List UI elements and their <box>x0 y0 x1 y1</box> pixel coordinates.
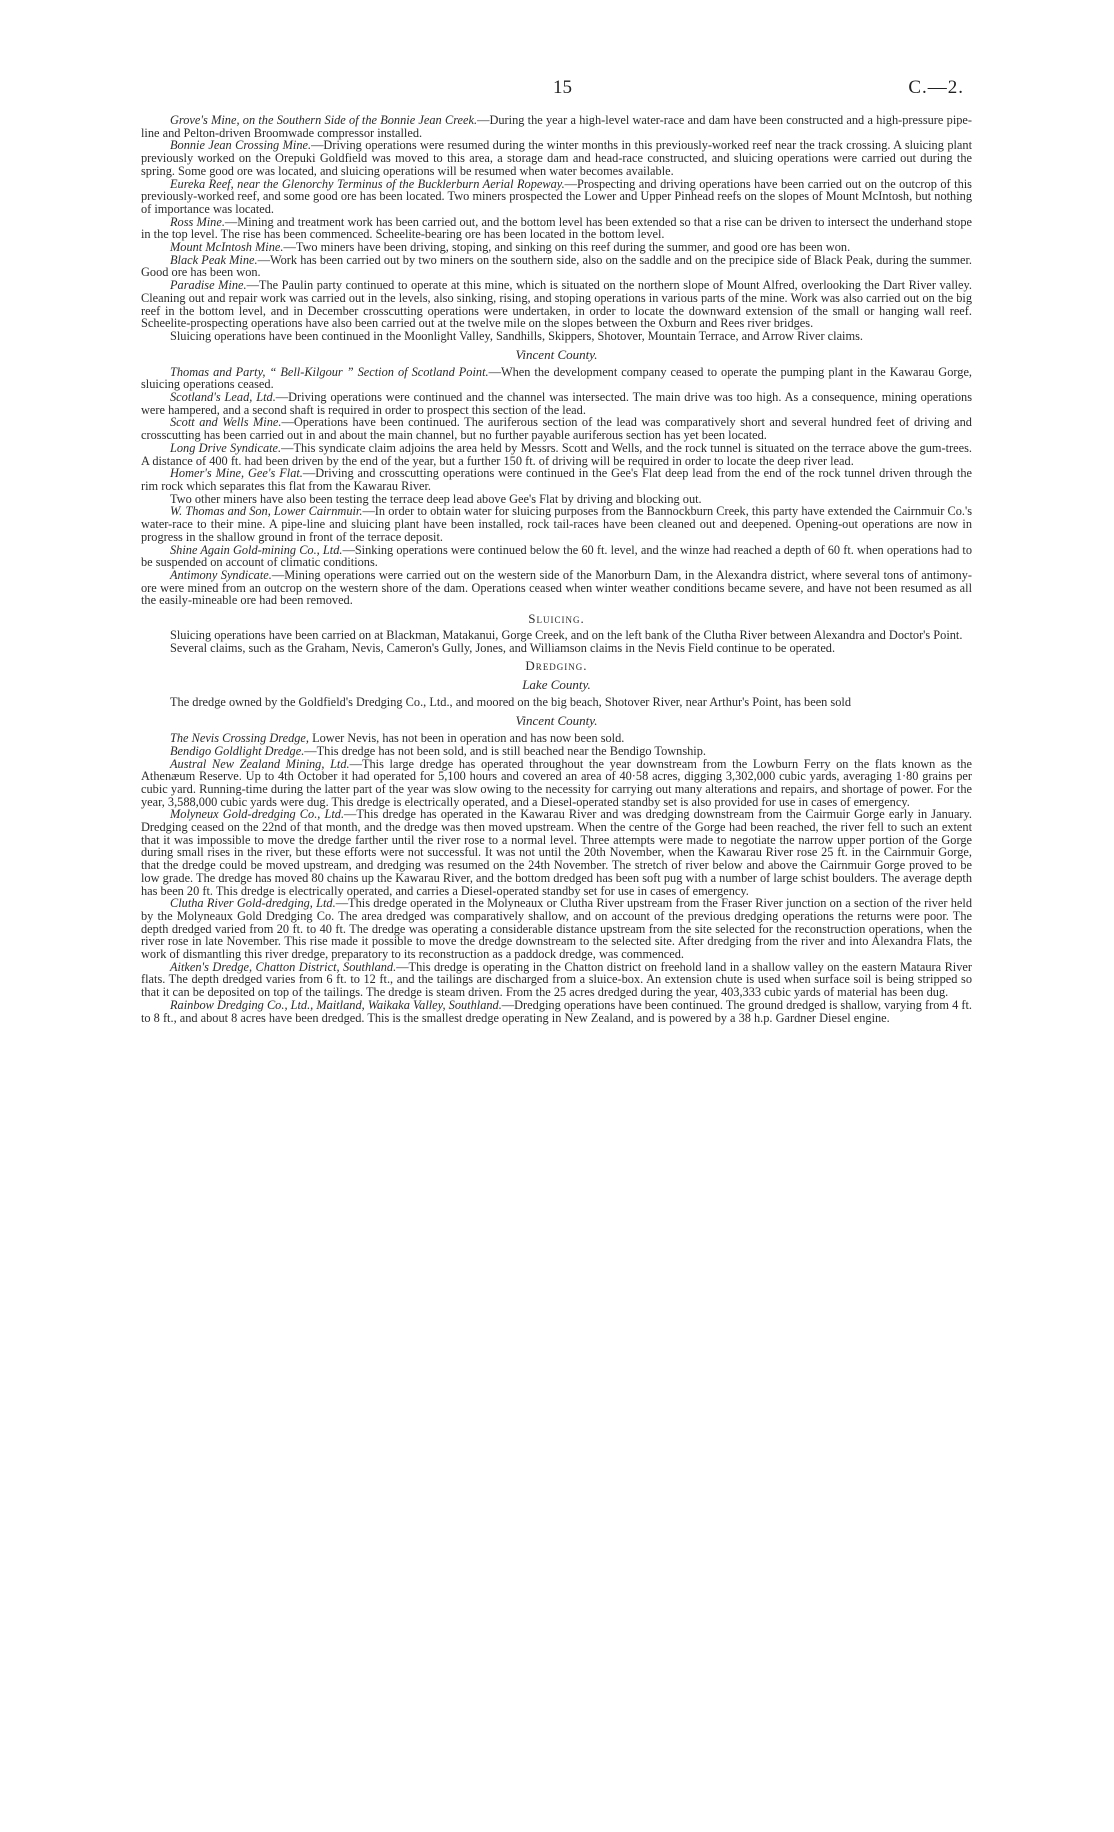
paragraph-heading: Homer's Mine, Gee's Flat. <box>170 466 303 481</box>
county-subheading: Vincent County. <box>515 713 598 729</box>
paragraph-text: —Driving operations were resumed during the winter months in this previously-worked reef near the track crossing. A sluicing plant previously worked on the Orepuki Goldfield was moved to this area, a storage dam and head-race constructed, and sluicing operations were carried out during the spring. Some good ore was located, and sluicing operations will be resumed when water becomes available. <box>141 138 972 178</box>
report-code: C.—2. <box>908 77 964 98</box>
paragraph-heading: Grove's Mine, on the Southern Side of the Bonnie Jean Creek. <box>170 113 478 127</box>
paragraph <box>141 569 972 607</box>
paragraph-heading: Scotland's Lead, Ltd. <box>170 390 276 405</box>
paragraph <box>141 642 972 655</box>
paragraph-heading: Molyneux Gold-dredging Co., Ltd. <box>170 807 345 822</box>
document-body <box>141 114 972 1024</box>
paragraph-heading: Mount McIntosh Mine. <box>170 240 284 255</box>
paragraph-text: Lower Nevis, has not been in operation and has now been sold. <box>308 731 625 746</box>
page-number: 15 <box>553 77 572 98</box>
paragraph <box>141 758 972 809</box>
section-heading: Sluicing. <box>528 611 585 627</box>
paragraph <box>141 961 972 999</box>
paragraph-heading: Ross Mine. <box>170 214 225 229</box>
paragraph <box>141 544 972 569</box>
paragraph-heading: Bonnie Jean Crossing Mine. <box>170 138 312 153</box>
paragraph-text: —Driving and crosscutting operations were continued in the Gee's Flat deep lead from the end of the rock tunnel driven through the rim rock which separates this flat from the Kawarau River. <box>141 466 973 493</box>
paragraph-text: The dredge owned by the Goldfield's Dredging Co., Ltd., and moored on the big beach, Shotover River, near Arthur's Point, has been sold <box>170 695 852 710</box>
paragraph-heading: Shine Again Gold-mining Co., Ltd. <box>170 542 343 557</box>
paragraph-heading: Clutha River Gold-dredging, Ltd. <box>170 896 336 911</box>
paragraph <box>141 330 972 343</box>
paragraph <box>141 897 972 961</box>
paragraph-heading: W. Thomas and Son, Lower Cairnmuir. <box>170 504 363 519</box>
paragraph <box>141 416 972 441</box>
paragraph-text: —This large dredge has operated throughout the year downstream from the Lowburn Ferry on the flats known as the Athenæum Reserve. Up to 4th October it had operated for 5,100 hours and covered an area of 40·58 acres, digging 3,302,000 cubic yards, averaging 1·80 grains per cubic yard. Running-time during the latter part of the year was slow owing to the necessity for carrying out many alterations and repairs, and shortage of power. For the year, 3,588,000 cubic yards were dug. This dredge is electrically operated, and a Diesel-operated standby set is also provided for use in cases of emergency. <box>141 756 972 809</box>
paragraph-heading: The Nevis Crossing Dredge, <box>170 731 309 746</box>
paragraph-heading: Thomas and Party, “ Bell-Kilgour ” Section of Scotland Point. <box>170 364 489 379</box>
paragraph-heading: Scott and Wells Mine. <box>170 415 282 430</box>
paragraph-text: —Sinking operations were continued below the 60 ft. level, and the winze had reached a depth of 60 ft. when operations had to be suspended on account of climatic conditions. <box>141 542 972 570</box>
paragraph-text: —This dredge has not been sold, and is still beached near the Bendigo Township. <box>304 743 706 758</box>
paragraph <box>141 139 972 177</box>
paragraph-text: —This dredge has operated in the Kawarau River and was dredging downstream from the Cairmuir Gorge early in January. Dredging ceased on the 22nd of that month, and the dredge was then moved upstream. When the centre of the Gorge had been reached, the river fell to such an extent that it was impossible to move the dredge farther until the river rose to a normal level. Three attempts were made to negotiate the narrow upper portion of the Gorge during small rises in the river, but these efforts were not successful. It was not until the 20th November, when the Kawarau River rose 25 ft. in the Cairnmuir Gorge, that the dredge could be moved upstream, and dredging was resumed on the 24th November. The stretch of river below and above the Cairnmuir Gorge proved to be low grade. The dredge has moved 80 chains up the Kawarau River, and the bottom dredged has been soft pug with a number of large schist boulders. The average depth has been 20 ft. This dredge is electrically operated, and carries a Diesel-operated standby set for use in cases of emergency. <box>141 807 972 898</box>
paragraph-heading: Antimony Syndicate. <box>170 567 272 582</box>
paragraph-heading: Paradise Mine. <box>170 278 247 293</box>
paragraph-heading: Black Peak Mine. <box>170 252 258 267</box>
county-subheading: Lake County. <box>522 677 591 693</box>
paragraph-text: —Mining operations were carried out on the western side of the Manorburn Dam, in the Alexandra district, where several tons of antimony-ore were mined from an outcrop on the western shore of the dam. Operations ceased when winter weather conditions became severe, and have not been resumed as all the easily-mineable ore had been removed. <box>141 567 972 608</box>
paragraph-text: —During the year a high-level water-race and dam have been constructed and a high-pressure pipe-line and Pelton-driven Broomwade compressor installed. <box>141 113 973 140</box>
paragraph-text: Sluicing operations have been carried on at Blackman, Matakanui, Gorge Creek, and on the left bank of the Clutha River between Alexandra and Doctor's Point. <box>170 628 963 643</box>
paragraph <box>141 114 972 139</box>
paragraph-text: Sluicing operations have been continued in the Moonlight Valley, Sandhills, Skippers, Shotover, Mountain Terrace, and Arrow River claims. <box>170 328 863 343</box>
paragraph-text: Several claims, such as the Graham, Nevis, Cameron's Gully, Jones, and Williamson claims in the Nevis Field continue to be operated. <box>170 640 836 655</box>
paragraph-text: —Driving operations were continued and the channel was intersected. The main drive was too high. As a consequence, mining operations were hampered, and a second shaft is required in order to prospect this section of the lead. <box>141 390 973 417</box>
paragraph-text: —Operations have been continued. The auriferous section of the lead was comparatively short and several hundred feet of driving and crosscutting has been carried out in and about the main channel, but no further payable auriferous section has yet been located. <box>141 415 972 443</box>
paragraph-heading: Rainbow Dredging Co., Ltd., Maitland, Waikaka Valley, Southland. <box>170 997 502 1012</box>
paragraph <box>141 254 972 279</box>
paragraph-heading: Bendigo Goldlight Dredge. <box>170 743 305 758</box>
paragraph-text: —Mining and treatment work has been carried out, and the bottom level has been extended so that a rise can be driven to intersect the underhand stope in the top level. The rise has been commenced. Scheelite-bearing ore has been located in the bottom level. <box>141 214 972 242</box>
paragraph <box>141 808 972 897</box>
paragraph-heading: Long Drive Syndicate. <box>170 440 282 455</box>
paragraph-text: —This dredge is operating in the Chatton district on freehold land in a shallow valley on the eastern Mataura River flats. The depth dredged varies from 6 ft. to 12 ft., and the tailings are discharged from a sluice-box. An extension chute is used when surface soil is being stripped so that it can be deposited on top of the tailings. The dredge is steam driven. From the 25 acres dredged during the year, 403,333 cubic yards of material has been dug. <box>141 959 973 1000</box>
paragraph-text: —Work has been carried out by two miners on the southern side, also on the saddle and on the precipice side of Black Peak, during the summer. Good ore has been won. <box>141 252 972 280</box>
paragraph-text: —This dredge operated in the Molyneaux or Clutha River upstream from the Fraser River junction on a section of the river held by the Molyneaux Gold Dredging Co. The area dredged was comparatively shallow, and on account of the previous dredging operations the returns were poor. The depth dredged varied from 20 ft. to 40 ft. The dredge was operating a considerable distance upstream from the site selected for the reconstruction operations, when the river rose in late November. This rise made it possible to move the dredge downstream to the selected site. After dredging from the river and into Alexandra Flats, the work of dismantling this river dredge, preparatory to its reconstruction as a paddock dredge, was commenced. <box>141 896 972 962</box>
paragraph-text: —When the development company ceased to operate the pumping plant in the Kawarau Gorge, sluicing operations ceased. <box>141 364 973 392</box>
paragraph-text: —Dredging operations have been continued. The ground dredged is shallow, varying from 4 ft. to 8 ft., and about 8 acres have been dredged. This is the smallest dredge operating in New Zealand, and is powered by a 38 h.p. Gardner Diesel engine. <box>141 997 972 1025</box>
paragraph-text: —Two miners have been driving, stoping, and sinking on this reef during the summer, and good ore has been won. <box>283 240 851 255</box>
paragraph-heading: Austral New Zealand Mining, Ltd. <box>170 756 350 771</box>
county-subheading: Vincent County. <box>515 346 598 362</box>
paragraph-text: —Prospecting and driving operations have been carried out on the outcrop of this previously-worked reef, and some good ore has been located. Two miners prospected the Lower and Upper Pinhead reefs on the slopes of Mount McIntosh, but nothing of importance was located. <box>141 176 972 216</box>
paragraph <box>141 467 972 492</box>
paragraph <box>141 366 972 391</box>
paragraph-heading: Aitken's Dredge, Chatton District, Southland. <box>170 959 397 974</box>
paragraph <box>141 178 972 216</box>
paragraph <box>141 216 972 241</box>
section-heading: Dredging. <box>525 658 588 674</box>
paragraph <box>141 391 972 416</box>
paragraph-text: —The Paulin party continued to operate at this mine, which is situated on the northern slope of Mount Alfred, overlooking the Dart River valley. Cleaning out and repair work was carried out in the levels, also sinking, rising, and stoping operations in various parts of the mine. Work was also carried out on the big reef in the bottom level, and in December crosscutting operations were undertaken, in order to locate the downward extension of the small or hanging wall reef. Scheelite-prospecting operations have also been carried out at the twelve mile on the slopes between the Oxburn and Rees river bridges. <box>141 278 972 331</box>
paragraph-text: —This syndicate claim adjoins the area held by Messrs. Scott and Wells, and the rock tunnel is situated on the terrace above the gum-trees. A distance of 400 ft. had been driven by the end of the year, but a further 150 ft. of driving will be required in order to locate the deep river lead. <box>141 440 972 468</box>
paragraph <box>141 999 972 1024</box>
paragraph-text: Two other miners have also been testing the terrace deep lead above Gee's Flat by driving and blocking out. <box>170 491 702 506</box>
page-header <box>141 77 972 114</box>
paragraph <box>141 505 972 543</box>
paragraph <box>141 279 972 330</box>
paragraph-text: —In order to obtain water for sluicing purposes from the Bannockburn Creek, this party have extended the Cairnmuir Co.'s water-race to their mine. A pipe-line and sluicing plant have been installed, rock tail-races have been cleaned out and deepened. Opening-out operations are now in progress in the shallow ground in front of the terrace deposit. <box>141 504 973 544</box>
paragraph <box>141 442 972 467</box>
paragraph <box>141 696 972 709</box>
paragraph-heading: Eureka Reef, near the Glenorchy Terminus of the Bucklerburn Aerial Ropeway. <box>170 176 565 191</box>
